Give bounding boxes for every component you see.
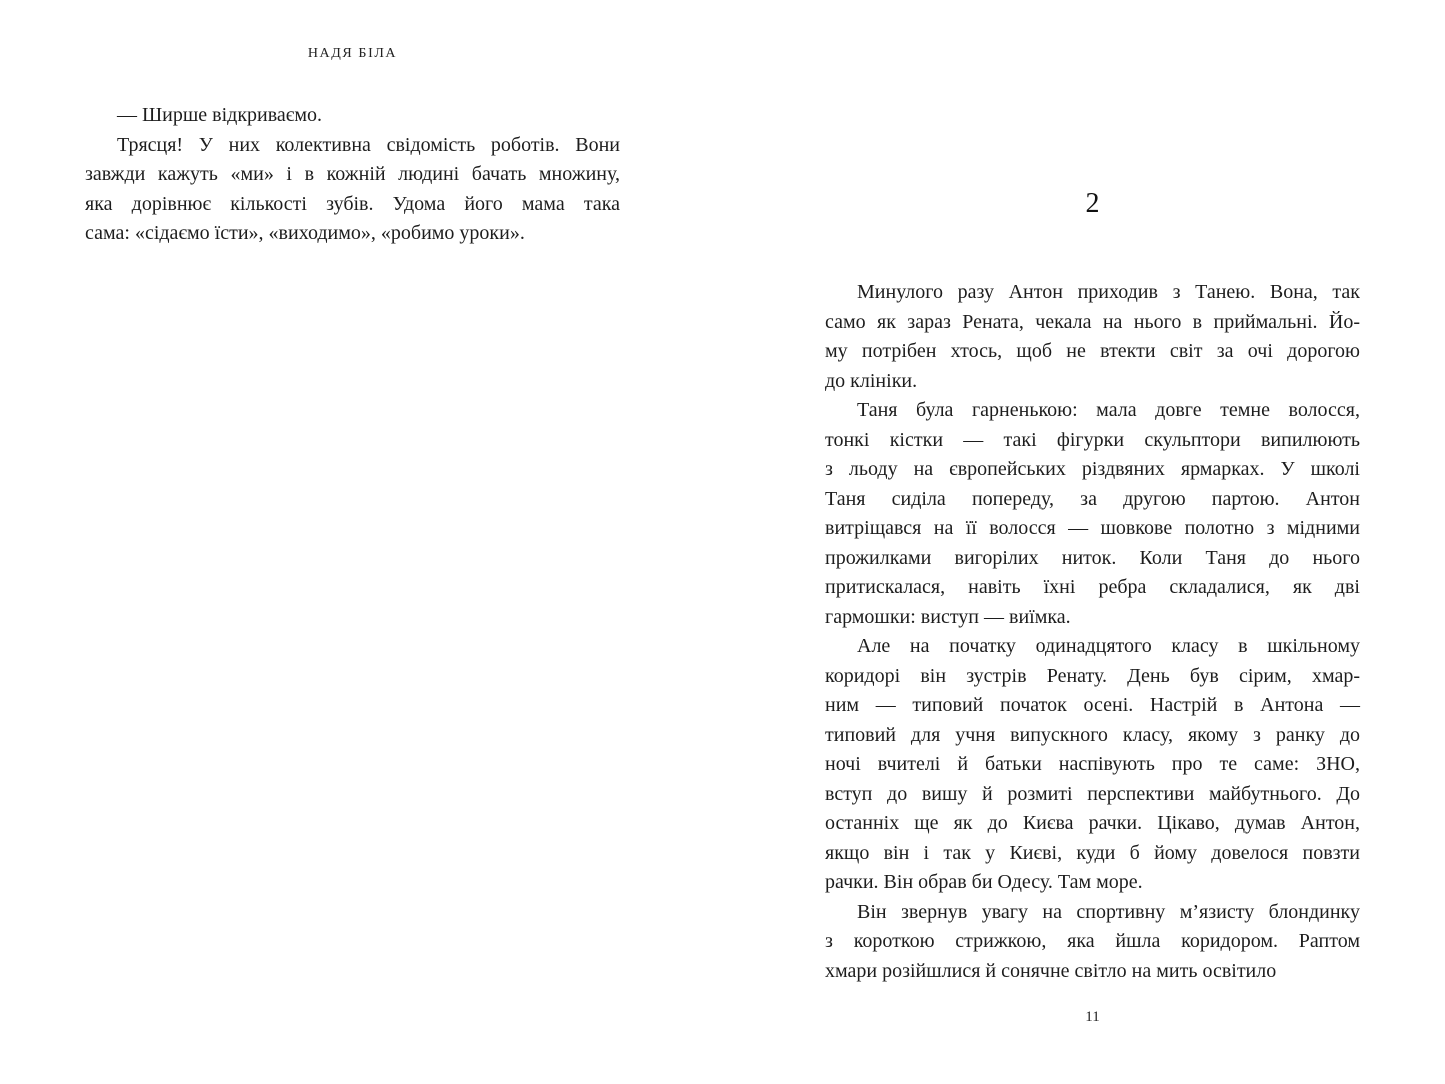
paragraph xyxy=(825,632,1360,898)
paragraph xyxy=(825,396,1360,632)
text-line: яка дорівнює кількості зубів. Удома його мама така xyxy=(85,192,620,215)
text-line: ним — типовий початок осені. Настрій в Антона — xyxy=(825,694,1360,716)
text-line: останніх ще як до Києва рачки. Цікаво, думав Антон, xyxy=(825,812,1360,834)
text-line: рачки. Він обрав би Одесу. Там море. xyxy=(825,871,1143,893)
text-line: хмари розійшлися й сонячне світло на мить освітило xyxy=(825,959,1277,982)
left-page-text xyxy=(85,101,620,249)
text-line: — Ширше відкриваємо. xyxy=(117,104,323,126)
text-line: прожилками вигорілих ниток. Коли Таня до нього xyxy=(825,546,1360,569)
text-line: якщо він і так у Києві, куди б йому довелося повзти xyxy=(825,841,1360,864)
text-line: Але на початку одинадцятого класу в шкільному xyxy=(857,635,1360,657)
text-line: витріщався на її волосся — шовкове полотно з мідними xyxy=(825,517,1360,539)
text-line: коридорі він зустрів Ренату. День був сірим, хмар- xyxy=(825,664,1360,687)
text-line: Минулого разу Антон приходив з Танею. Вона, так xyxy=(857,281,1360,303)
text-line: ночі вчителі й батьки наспівують про те саме: ЗНО, xyxy=(825,753,1360,775)
text-line: типовий для учня випускного класу, якому з ранку до xyxy=(825,723,1360,746)
text-line: Таня була гарненькою: мала довге темне волосся, xyxy=(857,399,1360,421)
text-line: само як зараз Рената, чекала на нього в приймальні. Йо- xyxy=(825,310,1360,333)
running-header: НАДЯ БІЛА xyxy=(307,46,398,61)
chapter-number: 2 xyxy=(1085,188,1100,219)
text-line: Він звернув увагу на спортивну м’язисту блондинку xyxy=(857,900,1360,923)
text-line: Трясця! У них колективна свідомість роботів. Вони xyxy=(117,133,620,156)
paragraph xyxy=(825,898,1360,987)
text-line: з льоду на європейських різдвяних ярмарках. У школі xyxy=(825,458,1360,480)
paragraph xyxy=(825,278,1360,396)
text-line: до клініки. xyxy=(825,369,918,392)
text-line: му потрібен хтось, щоб не втекти світ за очі дорогою xyxy=(825,340,1360,362)
page-number: 11 xyxy=(1085,1009,1100,1025)
paragraph xyxy=(85,101,620,131)
paragraph xyxy=(85,131,620,249)
text-line: тонкі кістки — такі фігурки скульптори випилюють xyxy=(825,428,1360,451)
text-line: вступ до вишу й розмиті перспективи майбутнього. До xyxy=(825,782,1360,805)
right-page-text xyxy=(825,278,1360,986)
text-line: Таня сиділа попереду, за другою партою. Антон xyxy=(825,487,1360,510)
text-line: з короткою стрижкою, яка йшла коридором. Раптом xyxy=(825,930,1360,952)
text-line: притискалася, навіть їхні ребра складалися, як дві xyxy=(825,576,1360,598)
text-line: сама: «сідаємо їсти», «виходимо», «робимо уроки». xyxy=(85,222,525,244)
text-line: завжди кажуть «ми» і в кожній людині бачать множину, xyxy=(85,163,620,185)
text-line: гармошки: виступ — виїмка. xyxy=(825,605,1071,628)
